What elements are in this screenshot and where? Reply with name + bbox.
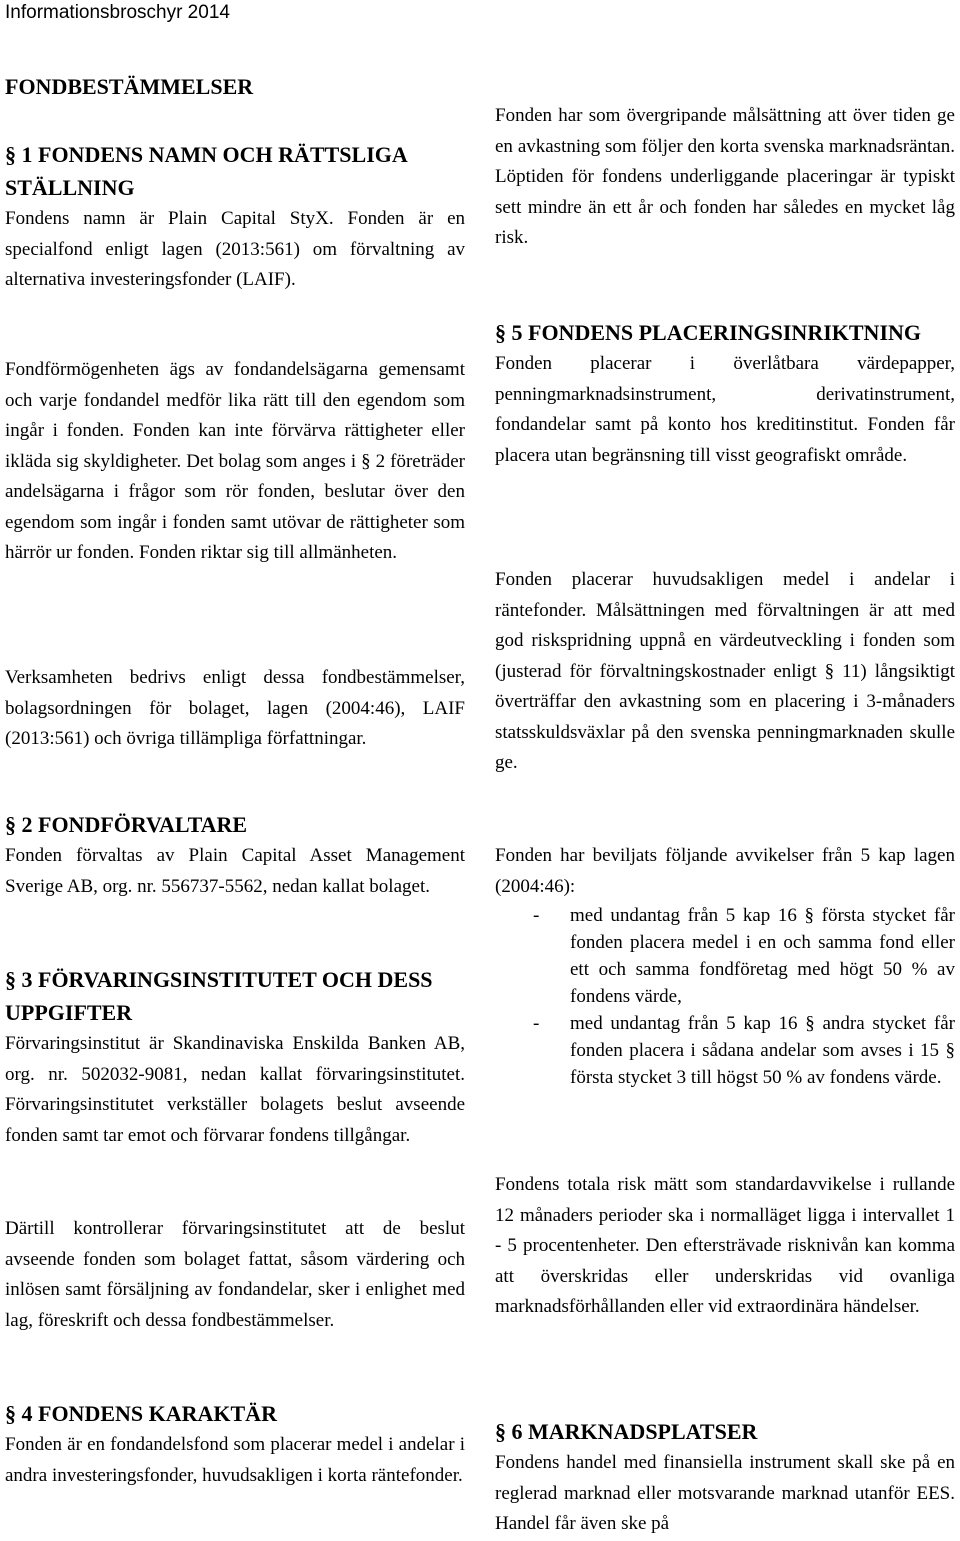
- document-title: FONDBESTÄMMELSER: [5, 74, 254, 99]
- section-3-paragraph-1: Förvaringsinstitut är Skandinaviska Enskilda Banken AB, org. nr. 502032-9081, nedan kallat förvaringsinstitutet. Förvaringsinstitutet verkställer bolagets beslut avseende fonden samt tar emot och förvarar fondens tillgångar.: [5, 1033, 465, 1146]
- section-5-paragraph-3: Fonden har beviljats följande avvikelser från 5 kap lagen (2004:46):: [495, 845, 955, 897]
- section-1-paragraph-1: Fondens namn är Plain Capital StyX. Fonden är en specialfond enligt lagen (2013:561) om förvaltning av alternativa investeringsfonder (LAIF).: [5, 208, 465, 290]
- section-5-paragraph-4: Fondens totala risk mätt som standardavvikelse i rullande 12 månaders perioder ska i normalläget ligga i intervallet 1 - 5 procentenheter. Den eftersträvade risknivån kan komma att överskridas eller underskridas vid ovanliga marknadsförhållanden eller vid extraordinära händelser.: [495, 1174, 955, 1317]
- exemption-list: [495, 902, 955, 1091]
- section-5-paragraph-1: Fonden placerar i överlåtbara värdepapper, penningmarknadsinstrument, derivatinstrument, fondandelar samt på konto hos kreditinstitut. Fonden får placera utan begränsning till visst geografiskt område.: [495, 353, 955, 466]
- section-2-paragraph-1: Fonden förvaltas av Plain Capital Asset Management Sverige AB, org. nr. 556737-5562, nedan kallat bolaget.: [5, 845, 465, 897]
- section-1-heading: § 1 FONDENS NAMN OCH RÄTTSLIGA STÄLLNING: [5, 142, 407, 200]
- section-3-paragraph-2: Därtill kontrollerar förvaringsinstitutet att de beslut avseende fonden som bolaget fattat, såsom värdering och inlösen samt försäljning av fondandelar, sker i enlighet med lag, föreskrift och dessa fondbestämmelser.: [5, 1218, 465, 1331]
- section-5: [495, 316, 955, 471]
- section-1-paragraph-2: Fondförmögenheten ägs av fondandelsägarna gemensamt och varje fondandel medför lika rätt till den egendom som ingår i fonden. Fonden kan inte förvärva rättigheter eller ikläda sig skyldigheter. Det bolag som anges i § 2 företräder andelsägarna i frågor som rör fonden, beslutar över den egendom som ingår i fonden samt utövar de rättigheter som härrör ur fonden. Fonden riktar sig till allmänheten.: [5, 359, 465, 563]
- list-item: - med undantag från 5 kap 16 § första stycket får fonden placera medel i en och samma fond eller ett och samma fondföretag med högt 50 % av fondens värde,: [495, 902, 955, 1010]
- section-1: [5, 138, 465, 296]
- section-6-heading: § 6 MARKNADSPLATSER: [495, 1419, 758, 1444]
- section-3-heading: § 3 FÖRVARINGSINSTITUTET OCH DESS UPPGIFTER: [5, 967, 433, 1025]
- section-4-paragraph-2: Fonden har som övergripande målsättning att över tiden ge en avkastning som följer den korta svenska marknadsräntan. Löptiden för fondens underliggande placeringar är typiskt sett mindre än ett år och fonden har således en mycket låg risk.: [495, 105, 955, 248]
- section-4-paragraph-1: Fonden är en fondandelsfond som placerar medel i andelar i andra investeringsfonder, huvudsakligen i korta räntefonder.: [5, 1434, 465, 1486]
- section-4: [5, 1397, 465, 1491]
- section-3: [5, 963, 465, 1151]
- section-5-heading: § 5 FONDENS PLACERINGSINRIKTNING: [495, 320, 922, 345]
- section-4-heading: § 4 FONDENS KARAKTÄR: [5, 1401, 277, 1426]
- section-6-paragraph-1: Fondens handel med finansiella instrument skall ske på en reglerad marknad eller motsvarande marknad utanför EES. Handel får även ske på: [495, 1452, 955, 1534]
- section-5-paragraph-2: Fonden placerar huvudsakligen medel i andelar i räntefonder. Målsättningen med förvaltningen är att med god riskspridning uppnå en värdeutveckling i fonden som (justerad för förvaltningskostnader enligt § 11) långsiktigt överträffar den avkastning som en placering i 3-månaders statsskuldsväxlar på den svenska penningmarknaden skulle ge.: [495, 569, 955, 773]
- section-1-paragraph-3: Verksamheten bedrivs enligt dessa fondbestämmelser, bolagsordningen för bolaget, lagen (2004:46), LAIF (2013:561) och övriga tillämpliga författningar.: [5, 667, 465, 749]
- section-2: [5, 808, 465, 902]
- list-item: - med undantag från 5 kap 16 § andra stycket får fonden placera i sådana andelar som avses i 15 § första stycket 3 till högst 50 % av fondens värde.: [495, 1010, 955, 1091]
- section-6: [495, 1415, 955, 1540]
- page-header: Informationsbroschyr 2014: [5, 2, 230, 23]
- section-2-heading: § 2 FONDFÖRVALTARE: [5, 812, 248, 837]
